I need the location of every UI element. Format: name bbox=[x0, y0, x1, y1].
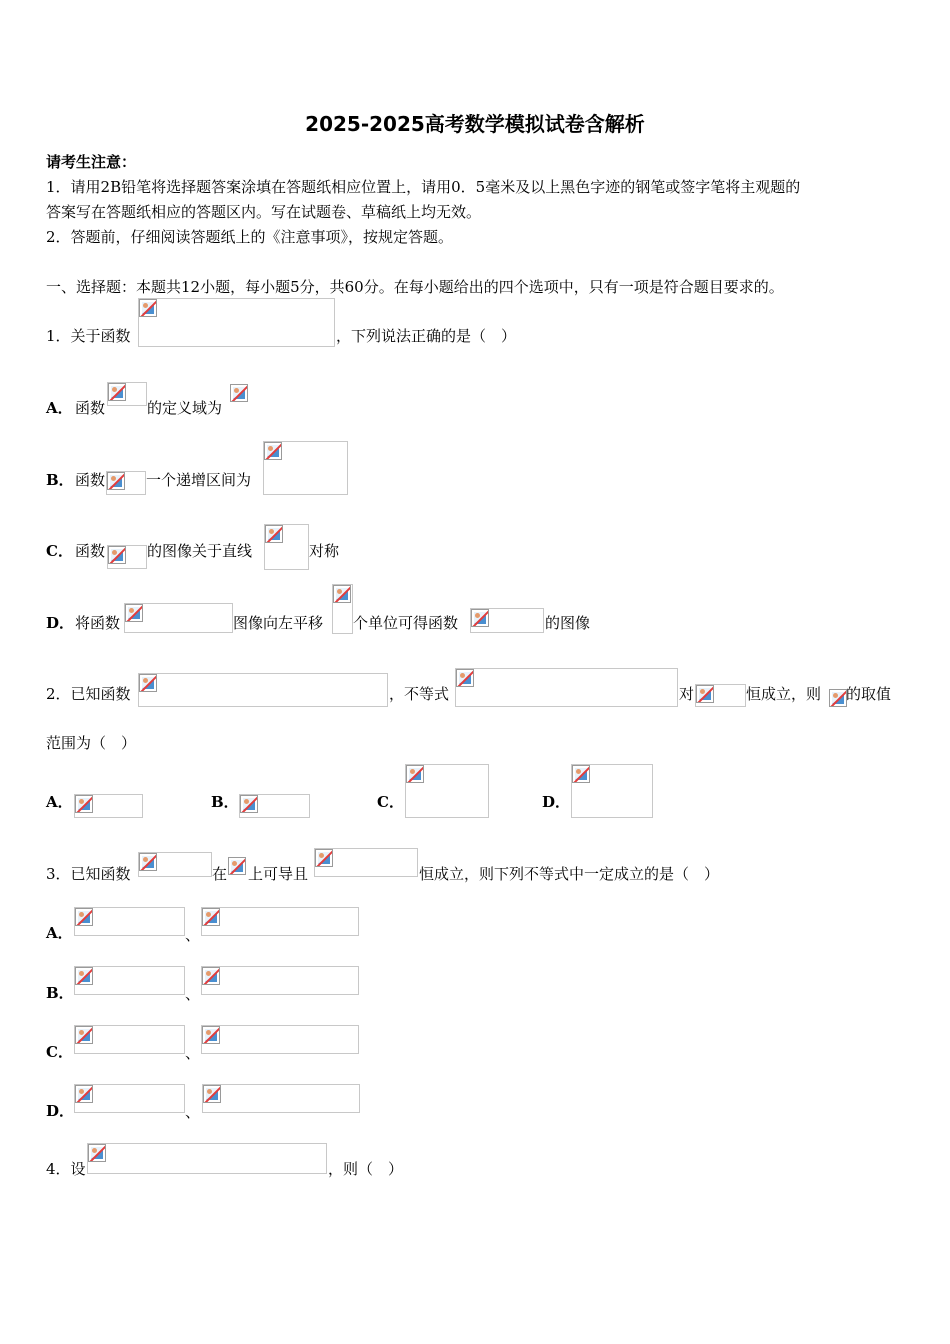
formula-image bbox=[107, 545, 147, 569]
formula-image bbox=[470, 608, 544, 633]
q1-option-d-text: 将函数 bbox=[75, 614, 121, 632]
q3-option-d-sep: 、 bbox=[185, 1103, 201, 1121]
q1-option-d-label: D． bbox=[46, 614, 75, 632]
q2-stem-text: ，不等式 bbox=[389, 685, 450, 703]
broken-image-icon bbox=[315, 849, 333, 867]
q2-stem-line2: 范围为（ ） bbox=[46, 734, 137, 752]
broken-image-icon bbox=[829, 689, 847, 707]
q2-option-b-label: B． bbox=[211, 793, 239, 811]
broken-image-icon bbox=[240, 795, 258, 813]
q2-stem-text: 对 bbox=[679, 685, 695, 703]
broken-image-icon bbox=[456, 669, 474, 687]
q1-option-d-text: 的图像 bbox=[545, 614, 591, 632]
q3-option-c-label: C． bbox=[46, 1043, 73, 1061]
formula-image bbox=[138, 673, 388, 707]
formula-image bbox=[87, 1143, 327, 1174]
q1-option-d-text: 个单位可得函数 bbox=[353, 614, 459, 632]
q2-option-a-label: A． bbox=[46, 793, 73, 811]
formula-image bbox=[455, 668, 678, 707]
broken-image-icon bbox=[264, 442, 282, 460]
formula-image bbox=[228, 857, 248, 877]
broken-image-icon bbox=[202, 908, 220, 926]
broken-image-icon bbox=[108, 546, 126, 564]
formula-image bbox=[695, 684, 746, 707]
formula-image bbox=[106, 471, 146, 495]
q1-option-a-label: A． bbox=[46, 399, 73, 417]
formula-image bbox=[74, 907, 185, 936]
formula-image bbox=[107, 382, 147, 406]
q1-option-b-label: B． bbox=[46, 471, 74, 489]
broken-image-icon bbox=[203, 1085, 221, 1103]
broken-image-icon bbox=[107, 472, 125, 490]
q2-stem-text: 的取值 bbox=[846, 685, 892, 703]
q1-option-d-text: 图像向左平移 bbox=[233, 614, 324, 632]
broken-image-icon bbox=[202, 967, 220, 985]
broken-image-icon bbox=[139, 299, 157, 317]
notice-heading: 请考生注意： bbox=[46, 153, 137, 171]
formula-image bbox=[264, 524, 309, 570]
q1-option-a-text: 函数 bbox=[75, 399, 106, 417]
q1-option-c-label: C． bbox=[46, 542, 73, 560]
broken-image-icon bbox=[265, 525, 283, 543]
formula-image bbox=[314, 848, 418, 877]
notice-line-1: 1．请用2B铅笔将选择题答案涂填在答题纸相应位置上，请用0．5毫米及以上黑色字迹的钢笔或签字笔将主观题的 bbox=[46, 178, 801, 196]
broken-image-icon bbox=[139, 674, 157, 692]
q4-stem-pre: 4．设 bbox=[46, 1160, 86, 1178]
formula-image bbox=[263, 441, 348, 495]
formula-image bbox=[74, 794, 143, 818]
q1-option-b-text: 函数 bbox=[75, 471, 106, 489]
q1-option-a-text: 的定义域为 bbox=[147, 399, 223, 417]
formula-image bbox=[405, 764, 489, 818]
q3-option-b-sep: 、 bbox=[185, 985, 201, 1003]
broken-image-icon bbox=[406, 765, 424, 783]
formula-image bbox=[138, 852, 212, 877]
broken-image-icon bbox=[139, 853, 157, 871]
q1-stem-post: ，下列说法正确的是（ ） bbox=[336, 327, 517, 345]
q3-stem-text: 在 bbox=[212, 865, 228, 883]
formula-image bbox=[332, 584, 353, 634]
broken-image-icon bbox=[228, 857, 246, 875]
broken-image-icon bbox=[471, 609, 489, 627]
q1-option-c-text: 的图像关于直线 bbox=[147, 542, 253, 560]
q1-option-b-text: 一个递增区间为 bbox=[146, 471, 252, 489]
broken-image-icon bbox=[333, 585, 351, 603]
formula-image bbox=[201, 1025, 359, 1054]
q1-option-c-text: 函数 bbox=[75, 542, 106, 560]
formula-image bbox=[74, 966, 185, 995]
formula-image bbox=[74, 1025, 185, 1054]
formula-image bbox=[124, 603, 233, 633]
broken-image-icon bbox=[75, 795, 93, 813]
formula-image bbox=[138, 298, 335, 347]
notice-line-2: 答案写在答题纸相应的答题区内。写在试题卷、草稿纸上均无效。 bbox=[46, 203, 482, 221]
broken-image-icon bbox=[696, 685, 714, 703]
formula-image bbox=[571, 764, 653, 818]
formula-image bbox=[230, 384, 250, 406]
broken-image-icon bbox=[75, 1026, 93, 1044]
broken-image-icon bbox=[75, 1085, 93, 1103]
q3-stem-post: 恒成立，则下列不等式中一定成立的是（ ） bbox=[419, 865, 720, 883]
q3-stem-pre: 3．已知函数 bbox=[46, 865, 131, 883]
q3-option-d-label: D． bbox=[46, 1102, 75, 1120]
broken-image-icon bbox=[75, 908, 93, 926]
q3-option-b-label: B． bbox=[46, 984, 74, 1002]
q2-stem-pre: 2．已知函数 bbox=[46, 685, 131, 703]
q2-stem-text: 恒成立，则 bbox=[746, 685, 822, 703]
broken-image-icon bbox=[125, 604, 143, 622]
broken-image-icon bbox=[202, 1026, 220, 1044]
section-heading: 一、选择题：本题共12小题，每小题5分，共60分。在每小题给出的四个选项中，只有一项是符合题目要求的。 bbox=[46, 278, 784, 296]
q1-option-c-text: 对称 bbox=[309, 542, 340, 560]
q3-option-a-sep: 、 bbox=[185, 926, 201, 944]
formula-image bbox=[74, 1084, 185, 1113]
formula-image bbox=[201, 907, 359, 936]
q1-stem-pre: 1．关于函数 bbox=[46, 327, 131, 345]
q3-option-c-sep: 、 bbox=[185, 1044, 201, 1062]
q3-option-a-label: A． bbox=[46, 924, 73, 942]
formula-image bbox=[201, 966, 359, 995]
q2-option-c-label: C． bbox=[377, 793, 404, 811]
formula-image bbox=[202, 1084, 360, 1113]
page-title: 2025-2025高考数学模拟试卷含解析 bbox=[305, 112, 645, 136]
q4-stem-post: ，则（ ） bbox=[328, 1160, 404, 1178]
q3-stem-text: 上可导且 bbox=[248, 865, 309, 883]
q2-option-d-label: D． bbox=[542, 793, 571, 811]
formula-image bbox=[829, 689, 847, 707]
broken-image-icon bbox=[88, 1144, 106, 1162]
broken-image-icon bbox=[108, 383, 126, 401]
broken-image-icon bbox=[230, 384, 248, 402]
formula-image bbox=[239, 794, 310, 818]
broken-image-icon bbox=[572, 765, 590, 783]
broken-image-icon bbox=[75, 967, 93, 985]
notice-line-3: 2．答题前，仔细阅读答题纸上的《注意事项》，按规定答题。 bbox=[46, 228, 454, 246]
